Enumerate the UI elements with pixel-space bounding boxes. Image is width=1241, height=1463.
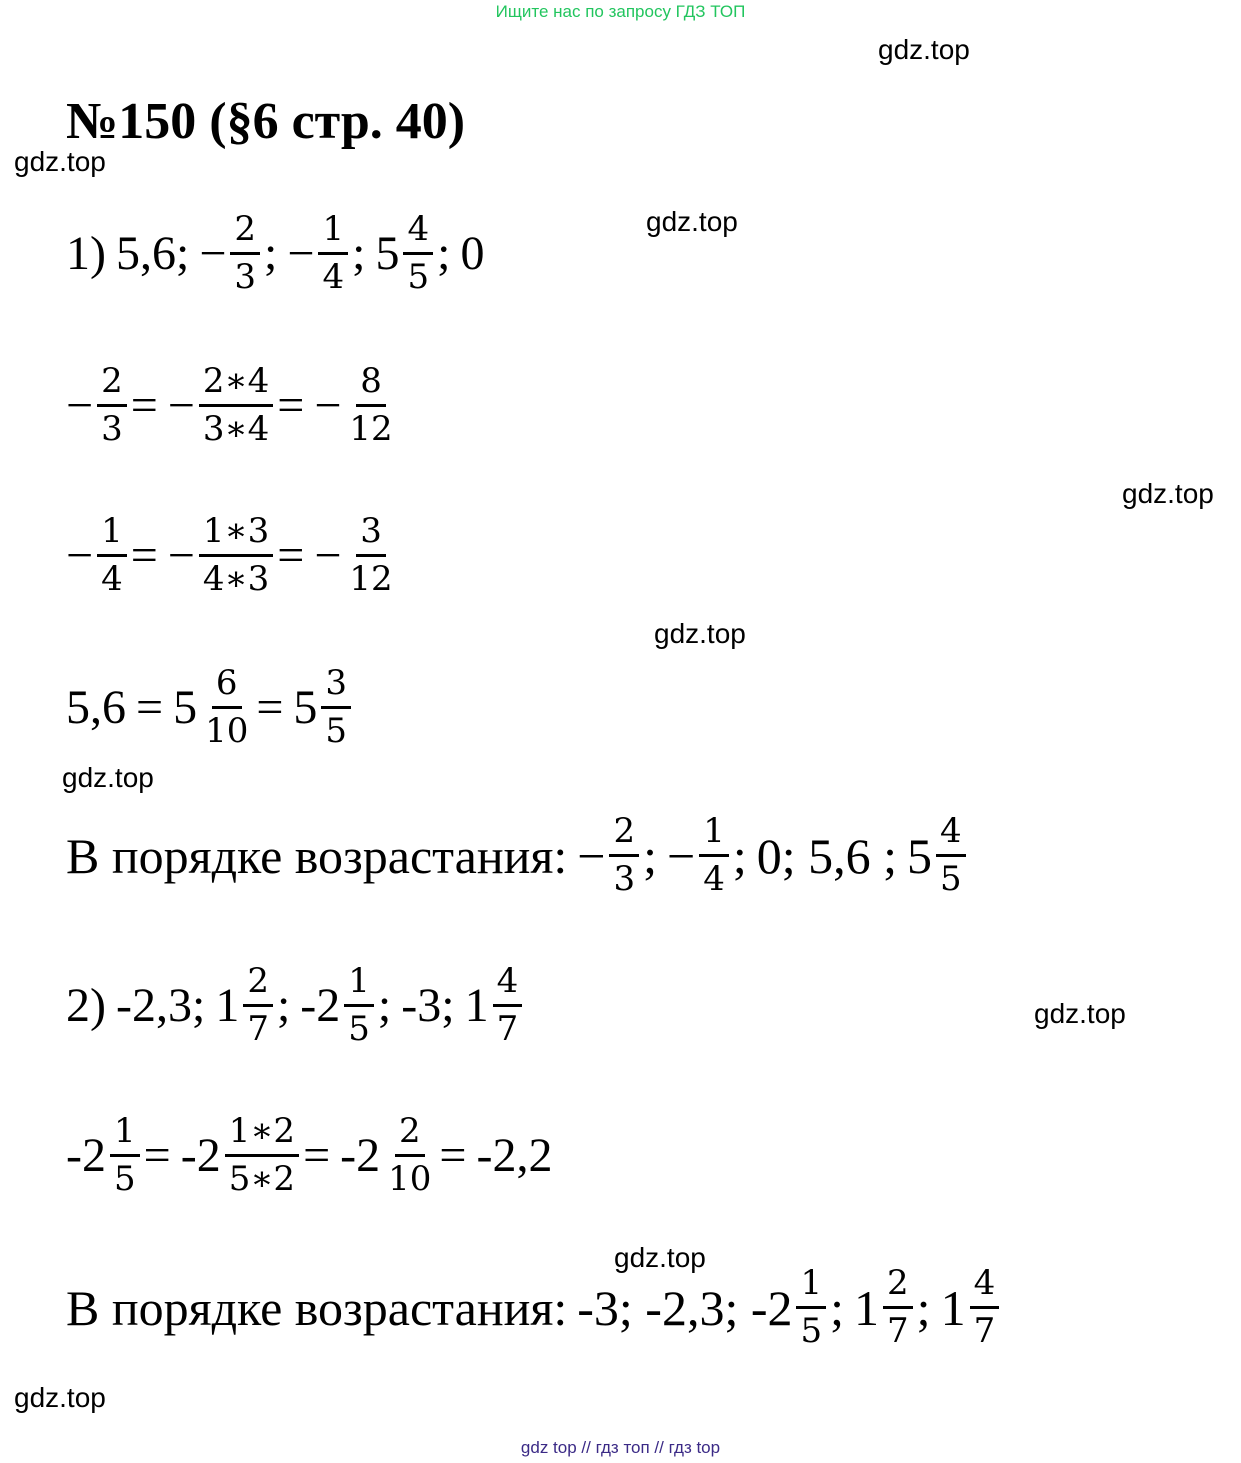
part2-equation-1 [66, 1112, 552, 1199]
equals-sign: = [130, 528, 158, 582]
whole-part: -2 [180, 1128, 221, 1182]
value: -3; [401, 978, 455, 1032]
whole-part: 1 [940, 1279, 966, 1336]
page-title: №150 (§6 стр. 40) [66, 93, 466, 150]
separator: ; [916, 1279, 931, 1336]
separator: ; [377, 978, 392, 1032]
minus-sign: − [167, 528, 195, 582]
part1-given [66, 210, 484, 297]
watermark: gdz.top [1034, 998, 1126, 1029]
value: 0 [460, 226, 485, 280]
values: 0; 5,6 ; [756, 827, 898, 884]
fraction: $\frac{4}{7}$ [970, 1264, 1000, 1351]
part2-label: 2) [66, 978, 106, 1032]
part2-given [66, 962, 526, 1049]
part1-equation-2 [66, 512, 401, 599]
watermark: gdz.top [646, 206, 738, 237]
separator: ; [830, 1279, 845, 1336]
fraction: $\frac{4}{5}$ [403, 210, 433, 297]
whole-part: -2 [300, 978, 341, 1032]
fraction: $\frac{4}{5}$ [936, 812, 966, 899]
equals-sign: = [277, 528, 305, 582]
whole-part: 1 [215, 978, 240, 1032]
part1-answer [66, 812, 970, 899]
separator: ; [437, 226, 451, 280]
fraction: $\frac{6}{10}$ [205, 663, 249, 752]
watermark: gdz.top [62, 762, 154, 793]
watermark: gdz.top [878, 34, 970, 65]
fraction: $\frac{2}{3}$ [97, 362, 127, 449]
fraction: $\frac{1}{4}$ [97, 512, 127, 599]
fraction: $\frac{1}{5}$ [344, 962, 374, 1049]
separator: ; [276, 978, 291, 1032]
part1-equation-1 [66, 362, 401, 449]
answer-label: В порядке возрастания: [66, 1279, 568, 1336]
equals-sign: = [256, 680, 284, 734]
separator: ; [643, 827, 657, 884]
separator: ; [732, 827, 747, 884]
fraction: $\frac{2}{7}$ [243, 962, 273, 1049]
equals-sign: = [130, 378, 158, 432]
fraction: $\frac{4}{7}$ [493, 962, 523, 1049]
minus-sign: − [66, 378, 94, 432]
equals-sign: = [143, 1128, 171, 1182]
part1-equation-3 [66, 664, 355, 751]
equals-sign: = [277, 378, 305, 432]
footer-links[interactable]: gdz top // гдз топ // гдз top [520, 1438, 721, 1457]
value: 5,6 [66, 680, 126, 734]
whole-part: 5 [173, 680, 198, 734]
minus-sign: − [314, 378, 342, 432]
separator: ; [352, 226, 366, 280]
watermark: gdz.top [614, 1242, 706, 1273]
promo-link[interactable]: Ищите нас по запросу ГДЗ ТОП [495, 2, 746, 21]
value: -2,3; [115, 978, 206, 1032]
whole-part: 5 [907, 827, 933, 884]
result: -2,2 [476, 1128, 553, 1182]
watermark: gdz.top [1122, 478, 1214, 509]
fraction: $\frac{8}{12}$ [349, 361, 393, 450]
fraction: $\frac{1}{4}$ [318, 210, 348, 297]
fraction: $\frac{2}{10}$ [388, 1111, 432, 1200]
watermark: gdz.top [14, 146, 106, 177]
fraction: $\frac{1}{5}$ [110, 1112, 140, 1199]
answer-label: В порядке возрастания: [66, 827, 568, 884]
fraction: $\frac{1∗2}{5∗2}$ [225, 1112, 299, 1199]
whole-part: 1 [854, 1279, 880, 1336]
fraction: $\frac{1}{5}$ [796, 1264, 826, 1351]
minus-sign: − [167, 378, 195, 432]
watermark: gdz.top [14, 1382, 106, 1413]
fraction: $\frac{2∗4}{3∗4}$ [199, 362, 273, 449]
equals-sign: = [439, 1128, 467, 1182]
whole-part: 5 [375, 226, 400, 280]
minus-sign: − [66, 528, 94, 582]
value: 5,6; [115, 226, 190, 280]
watermark: gdz.top [654, 618, 746, 649]
fraction: $\frac{1∗3}{4∗3}$ [199, 512, 273, 599]
values: -3; -2,3; -2 [577, 1279, 793, 1336]
minus-sign: − [199, 226, 227, 280]
equals-sign: = [136, 680, 164, 734]
whole-part: -2 [340, 1128, 381, 1182]
fraction: $\frac{1}{4}$ [699, 812, 729, 899]
whole-part: 1 [464, 978, 489, 1032]
part1-label: 1) [66, 226, 106, 280]
separator: ; [264, 226, 278, 280]
equals-sign: = [303, 1128, 331, 1182]
fraction: $\frac{2}{3}$ [609, 812, 639, 899]
fraction: $\frac{2}{3}$ [230, 210, 260, 297]
minus-sign: − [287, 226, 315, 280]
fraction: $\frac{3}{5}$ [321, 664, 351, 751]
whole-part: 5 [293, 680, 318, 734]
minus-sign: − [577, 827, 606, 884]
fraction: $\frac{3}{12}$ [349, 511, 393, 600]
fraction: $\frac{2}{7}$ [883, 1264, 913, 1351]
minus-sign: − [667, 827, 696, 884]
part2-answer [66, 1264, 1003, 1351]
whole-part: -2 [66, 1128, 106, 1182]
minus-sign: − [314, 528, 342, 582]
